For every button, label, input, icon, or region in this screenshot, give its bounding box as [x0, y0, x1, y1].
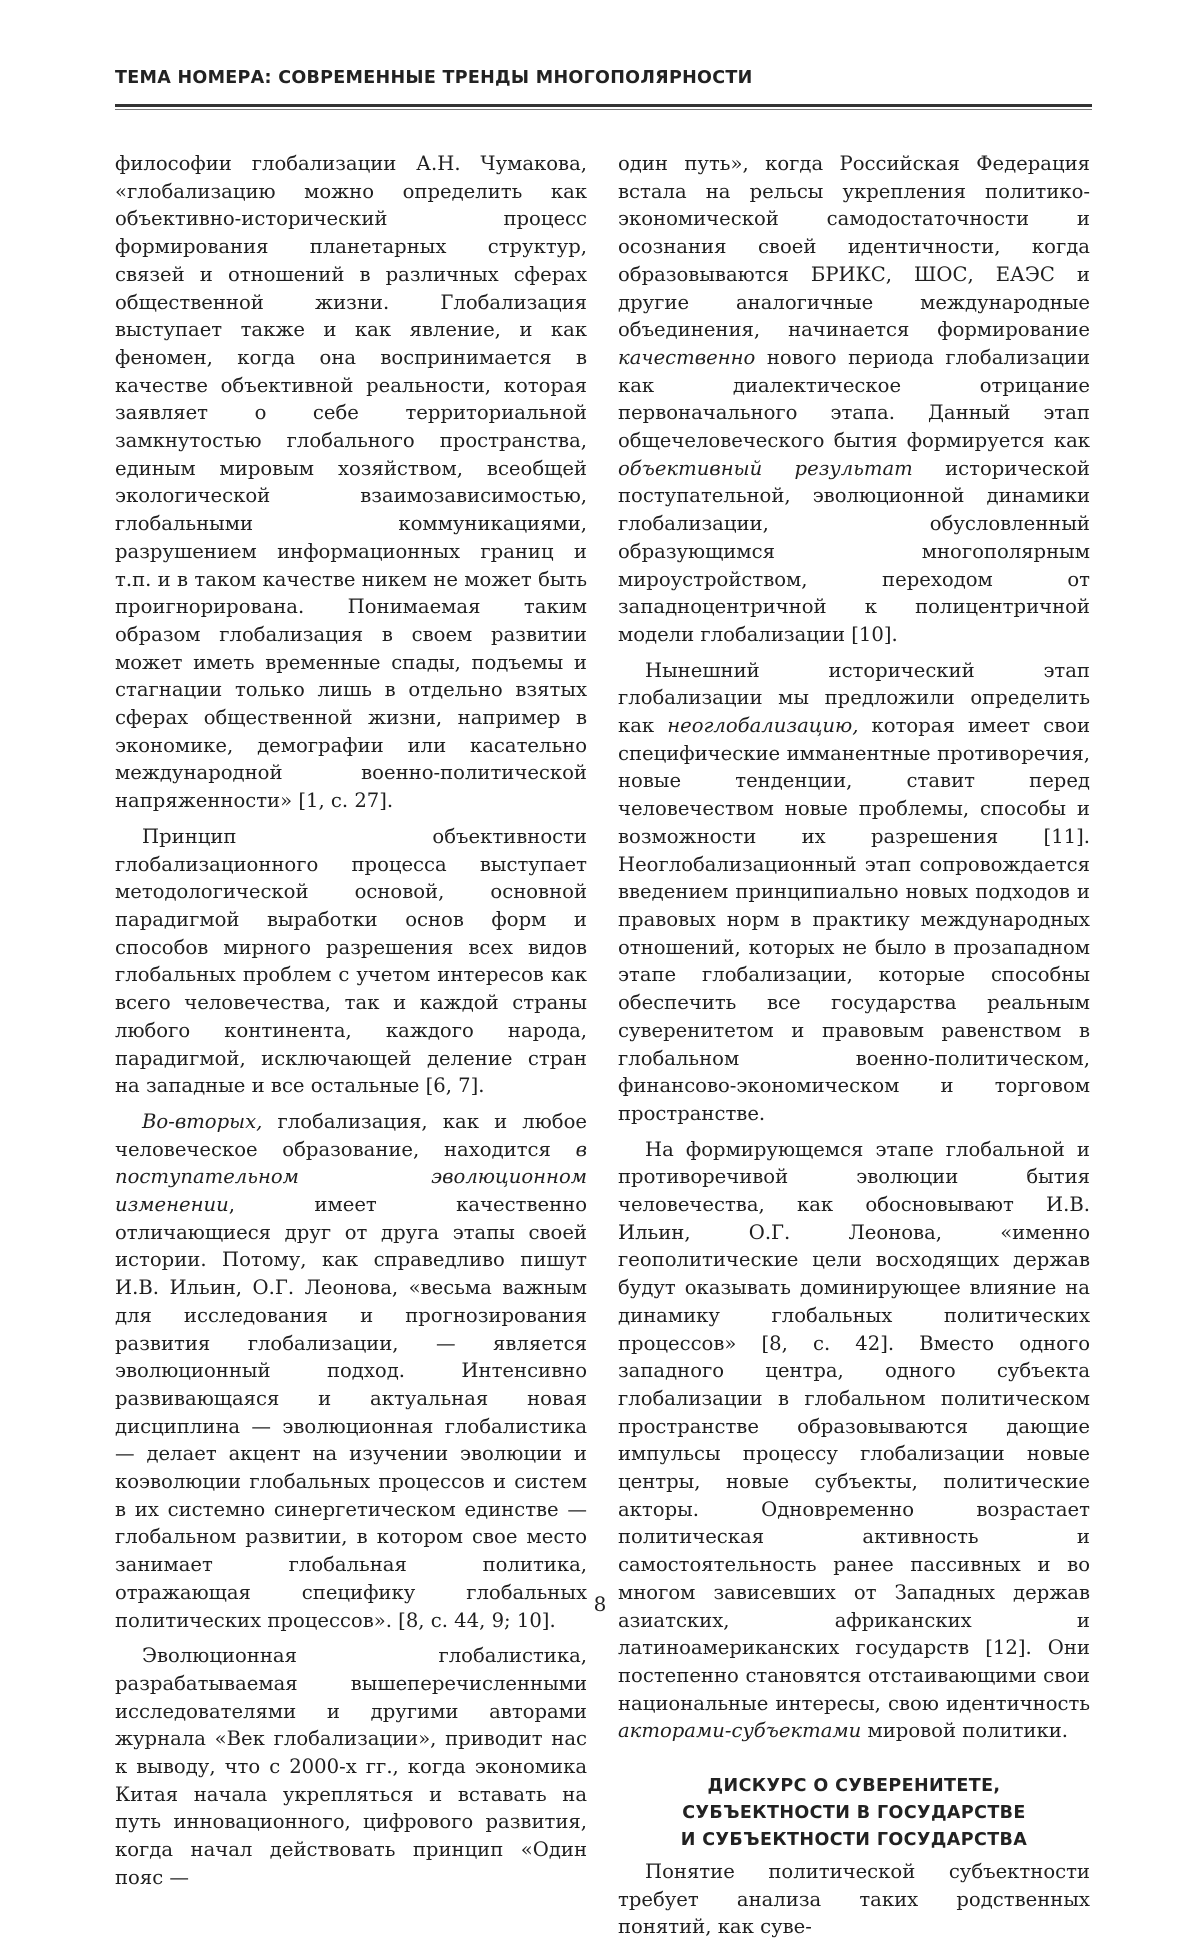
text-run: нового периода глобализации как диалектическое отрицание первоначального этапа. Данный этап общечеловеческого бытия формируется как	[618, 345, 1090, 453]
paragraph-emerging-stage	[618, 1136, 1090, 1745]
text-run: Принцип объективности глобализационного процесса выступает методологической основой, основной парадигмой выработки основ форм и способов мирного разрешения всех видов глобальных проблем с учетом интересов как всего человечества, так и каждой страны любого континента, каждого народа, парадигмой, исключающей деление стран на западные и все остальные [6, 7].	[115, 824, 587, 1098]
italic-run: качественно	[618, 345, 756, 369]
section-heading	[618, 1773, 1090, 1854]
text-run: глобализация, как и любое человеческое образование, находится	[115, 1109, 587, 1161]
page-number: 8	[593, 1592, 607, 1616]
paragraph-neoglobalization	[618, 657, 1090, 1128]
text-run: Понятие политической субъектности требует анализа таких родственных понятий, как суве-	[618, 1860, 1090, 1939]
text-run: На формирующемся этапе глобальной и противоречивой эволюции бытия человечества, как обосновывают И.В. Ильин, О.Г. Леонова, «именно геополитические цели восходящих держав будут оказывать доминирующее влияние на динамику глобальных политических процессов» [8, с. 42]. Вместо одного западного центра, одного субъекта глобализации в глобальном политическом пространстве образовываются дающие импульсы процессу глобализации новые центры, новые субъекты, политические акторы. Одновременно возрастает политическая активность и самостоятельность ранее пассивных и во многом зависевших от Западных держав азиатских, африканских и латиноамериканских государств [12]. Они постепенно становятся отстаивающими свои национальные интересы, свою идентичность	[618, 1137, 1090, 1715]
paragraph-political-subjectness	[618, 1858, 1090, 1941]
paragraph-secondly	[115, 1108, 587, 1634]
text-run: Нынешний исторический этап глобализации мы предложили определить как	[618, 658, 1090, 738]
header-rule-thin	[115, 109, 1092, 110]
text-run: , имеет качественно отличающиеся друг от друга этапы своей истории. Потому, как справедливо пишут И.В. Ильин, О.Г. Леонова, «весьма важным для исследования и прогнозирования развития глобализации, — является эволюционный подход. Интенсивно развивающаяся и актуальная новая дисциплина — эволюционная глобалистика — делает акцент на изучении эволюции и коэволюции глобальных процессов и систем в их системно синергетическом единстве — глобальном развитии, в котором свое место занимает глобальная политика, отражающая специфику глобальных политических процессов». [8, с. 44, 9; 10].	[115, 1193, 587, 1632]
right-column	[618, 150, 1090, 1941]
italic-run: акторами-субъектами	[618, 1719, 862, 1743]
text-run: один путь», когда Российская Федерация встала на рельсы укрепления политико-экономической самодостаточности и осознания своей идентичности, когда образовываются БРИКС, ШОС, ЕАЭС и другие аналогичные международные объединения, начинается формирование	[618, 152, 1090, 342]
paragraph-evolutionary-globalistics	[115, 1642, 587, 1891]
section-heading-line: СУБЪЕКТНОСТИ В ГОСУДАРСТВЕ	[682, 1803, 1026, 1824]
left-column	[115, 150, 587, 1892]
text-run: философии глобализации А.Н. Чумакова, «глобализацию можно определить как объективно-исторический процесс формирования планетарных структур, связей и отношений в различных сферах общественной жизни. Глобализация выступает также и как явление, и как феномен, когда она воспринимается в качестве объективной реальности, которая заявляет о себе территориальной замкнутостью глобального пространства, единым мировым хозяйством, всеобщей экологической взаимозависимостью, глобальными коммуникациями, разрушением информационных границ и т.п. и в таком качестве никем не может быть проигнорирована. Понимаемая таким образом глобализация в своем развитии может иметь временные спады, подъемы и стагнации только лишь в отдельно взятых сферах общественной жизни, например в экономике, демографии или касательно международной военно-политической напряженности» [1, с. 27].	[115, 152, 587, 813]
italic-run: в поступательном эволюционном изменении	[115, 1137, 587, 1217]
section-heading-line: ДИСКУРС О СУВЕРЕНИТЕТЕ,	[707, 1776, 1001, 1797]
header-rule-thick	[115, 104, 1092, 107]
text-run: мировой политики.	[861, 1719, 1069, 1743]
italic-run: Во-вторых,	[142, 1109, 263, 1133]
paragraph-one-way	[618, 150, 1090, 649]
italic-run: объективный результат	[618, 456, 913, 480]
paragraph-objectivity-principle	[115, 823, 587, 1100]
paragraph-chumakov-quote	[115, 150, 587, 815]
running-header: ТЕМА НОМЕРА: СОВРЕМЕННЫЕ ТРЕНДЫ МНОГОПОЛЯРНОСТИ	[115, 68, 753, 88]
text-run: которая имеет свои специфические имманентные противоречия, новые тенденции, ставит перед человечеством новые проблемы, способы и возможности их разрешения [11]. Неоглобализационный этап сопровождается введением принципиально новых подходов и правовых норм в практику международных отношений, которых не было в прозападном этапе глобализации, которые способны обеспечить все государства реальным суверенитетом и правовым равенством в глобальном военно-политическом, финансово-экономическом и торговом пространстве.	[618, 714, 1091, 1125]
italic-run: неоглобализацию,	[667, 714, 859, 738]
section-heading-line: И СУБЪЕКТНОСТИ ГОСУДАРСТВА	[680, 1830, 1028, 1851]
text-run: исторической поступательной, эволюционной динамики глобализации, обусловленный образующимся многополярным мироустройством, переходом от западноцентричной к полицентричной модели глобализации [10].	[618, 456, 1090, 646]
text-run: Эволюционная глобалистика, разрабатываемая вышеперечисленными исследователями и другими авторами журнала «Век глобализации», приводит нас к выводу, что с 2000-х гг., когда экономика Китая начала укрепляться и вставать на путь инновационного, цифрового развития, когда начал действовать принцип «Один пояс —	[115, 1644, 587, 1889]
